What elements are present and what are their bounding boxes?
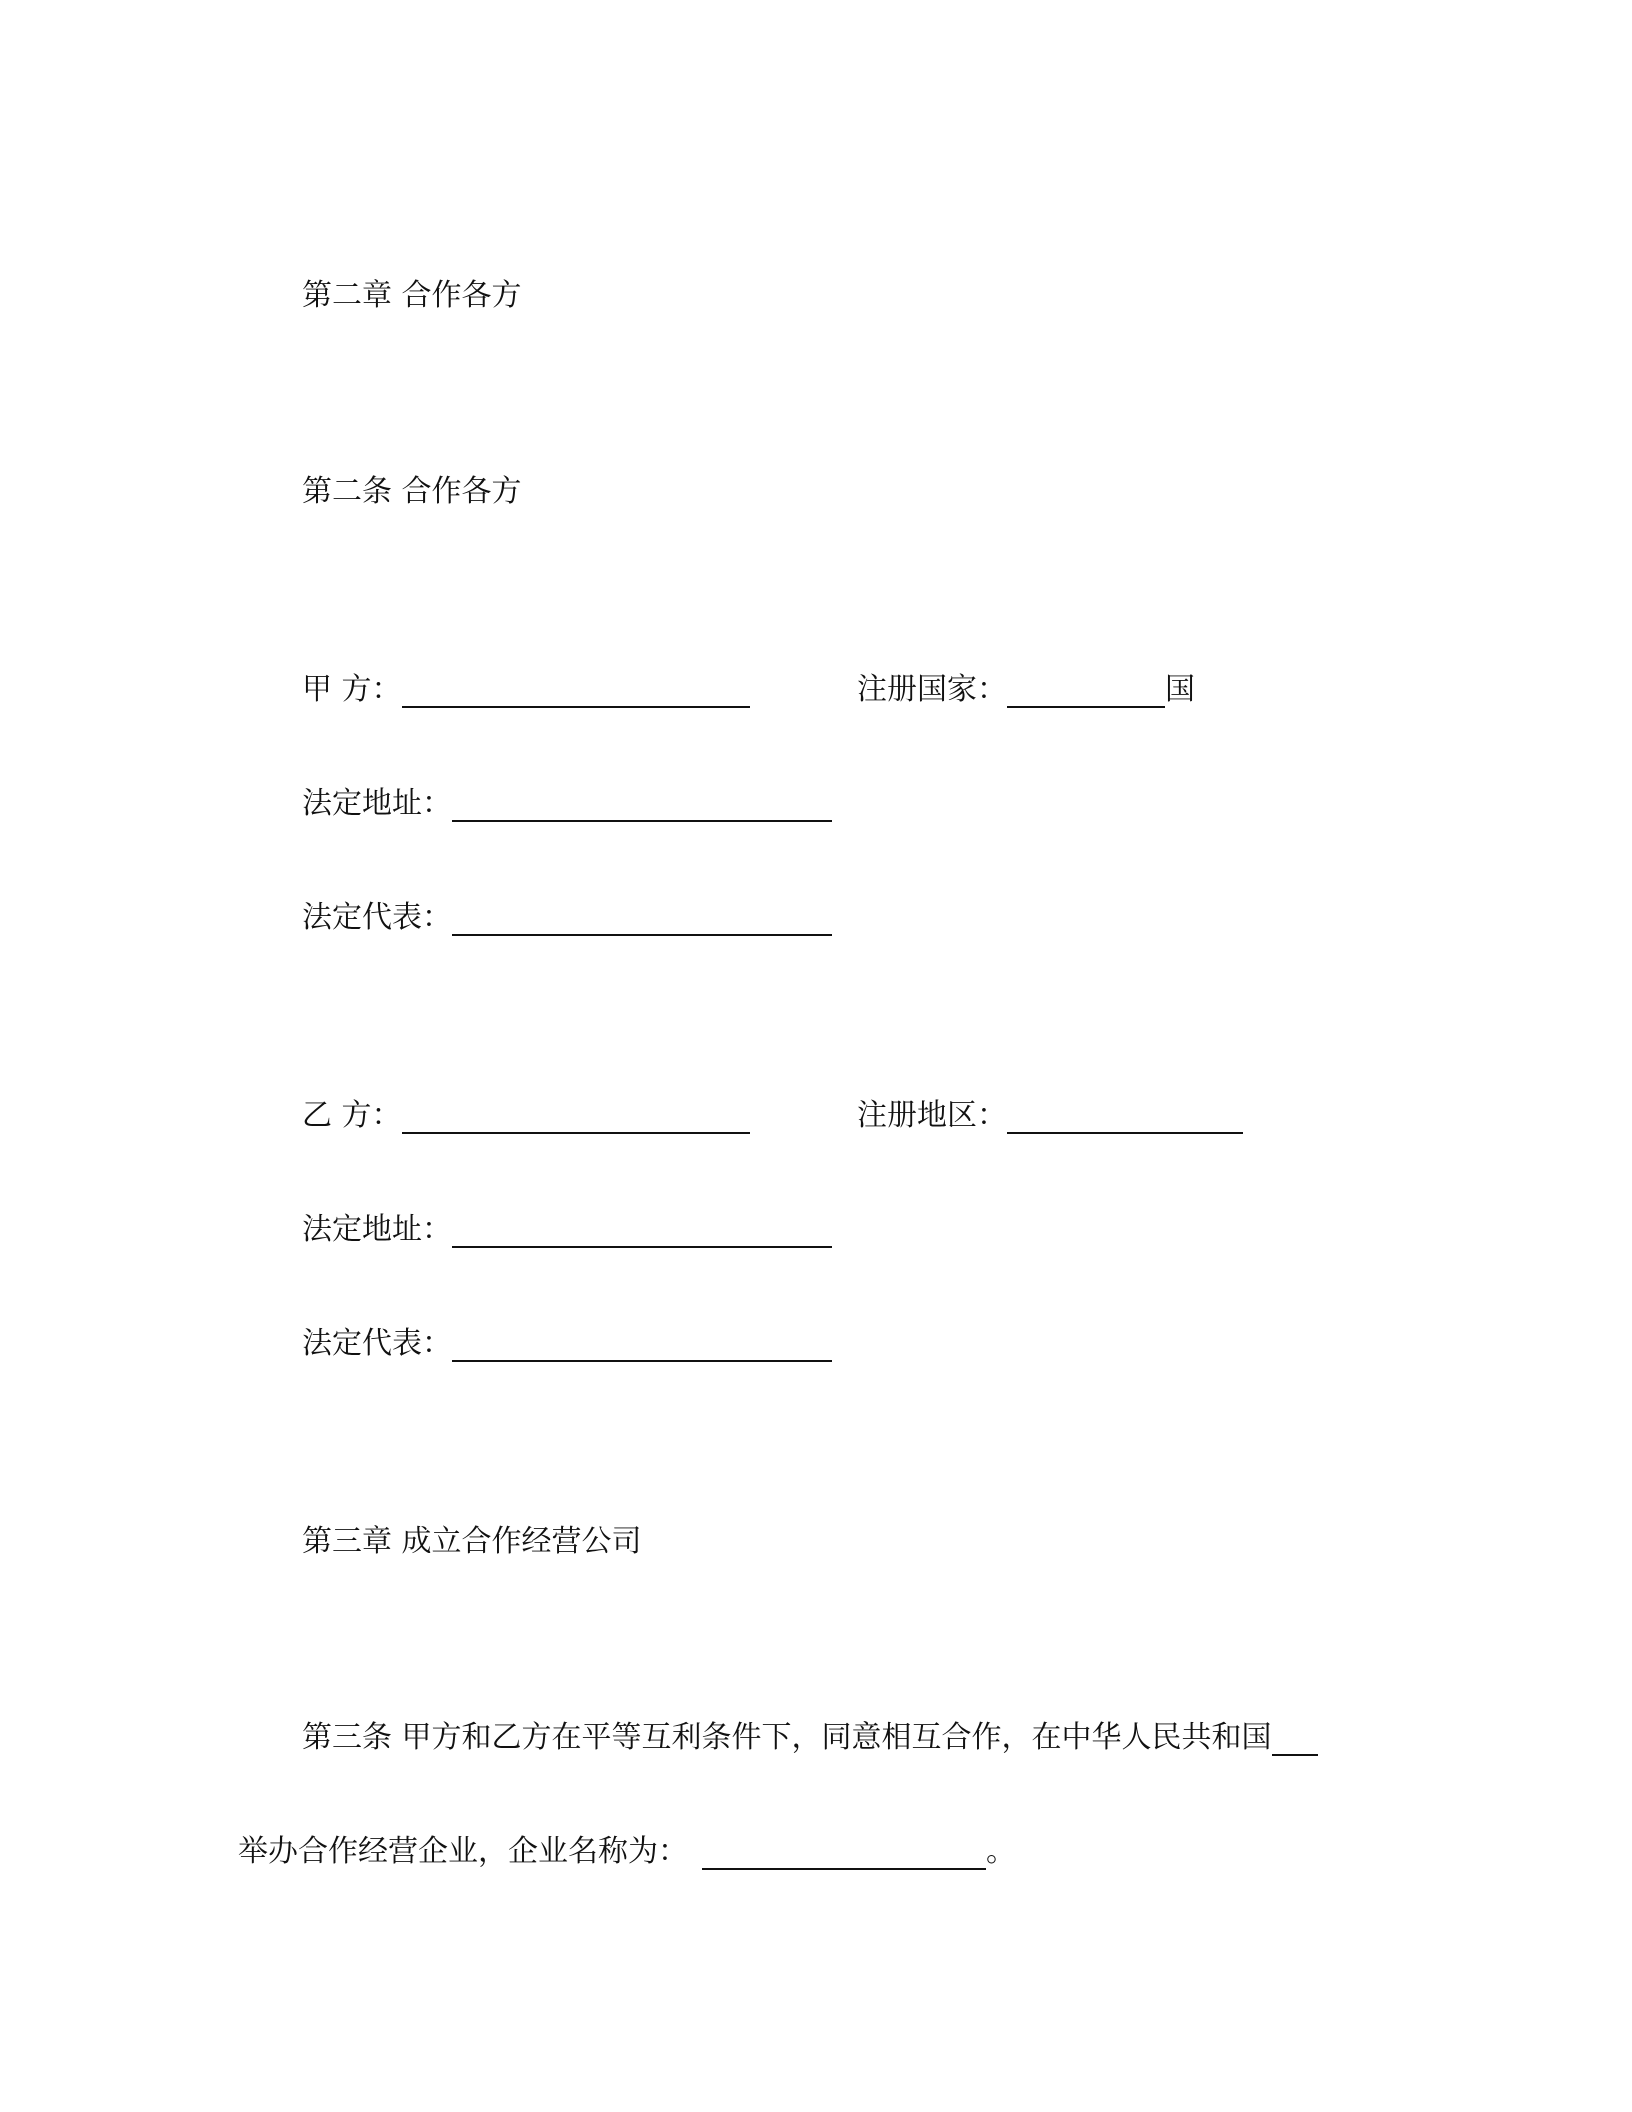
party-b-address-blank[interactable] (452, 1216, 832, 1248)
chapter-2-heading-text: 第二章 合作各方 (302, 278, 522, 313)
party-a-name-blank[interactable] (402, 676, 750, 708)
article-2-heading (302, 472, 522, 512)
party-a-country-blank[interactable] (1007, 676, 1165, 708)
party-a-country-row (857, 670, 1195, 710)
chapter-3-heading (302, 1522, 642, 1562)
article-2-heading-text: 第二条 合作各方 (302, 474, 522, 509)
article-3-end-mark: 。 (986, 1834, 1016, 1869)
party-a-address-label: 法定地址： (302, 786, 452, 821)
article-3-line-2-text: 举办合作经营企业，企业名称为： (238, 1834, 688, 1869)
party-a-rep-label: 法定代表： (302, 900, 452, 935)
party-a-row (302, 670, 750, 710)
party-b-region-row (857, 1096, 1243, 1136)
party-b-label: 乙 方： (302, 1098, 402, 1133)
party-b-region-blank[interactable] (1007, 1102, 1243, 1134)
article-3-line-2 (238, 1832, 1016, 1872)
party-a-address-blank[interactable] (452, 790, 832, 822)
party-b-rep-blank[interactable] (452, 1330, 832, 1362)
article-3-line-1 (302, 1718, 1318, 1758)
article-3-location-blank[interactable] (1272, 1724, 1318, 1756)
article-3-line-1-text: 第三条 甲方和乙方在平等互利条件下，同意相互合作，在中华人民共和国 (302, 1720, 1272, 1755)
party-a-country-label: 注册国家： (857, 672, 1007, 707)
party-a-country-suffix: 国 (1165, 672, 1195, 707)
party-a-address-row (302, 784, 832, 824)
party-b-rep-row (302, 1324, 832, 1364)
party-a-rep-blank[interactable] (452, 904, 832, 936)
party-b-name-blank[interactable] (402, 1102, 750, 1134)
party-b-region-label: 注册地区： (857, 1098, 1007, 1133)
party-b-rep-label: 法定代表： (302, 1326, 452, 1361)
chapter-3-heading-text: 第三章 成立合作经营公司 (302, 1524, 642, 1559)
party-a-rep-row (302, 898, 832, 938)
party-b-row (302, 1096, 750, 1136)
party-b-address-row (302, 1210, 832, 1250)
party-b-address-label: 法定地址： (302, 1212, 452, 1247)
chapter-2-heading (302, 276, 522, 316)
party-a-label: 甲 方： (302, 672, 402, 707)
company-name-blank[interactable] (702, 1838, 986, 1870)
